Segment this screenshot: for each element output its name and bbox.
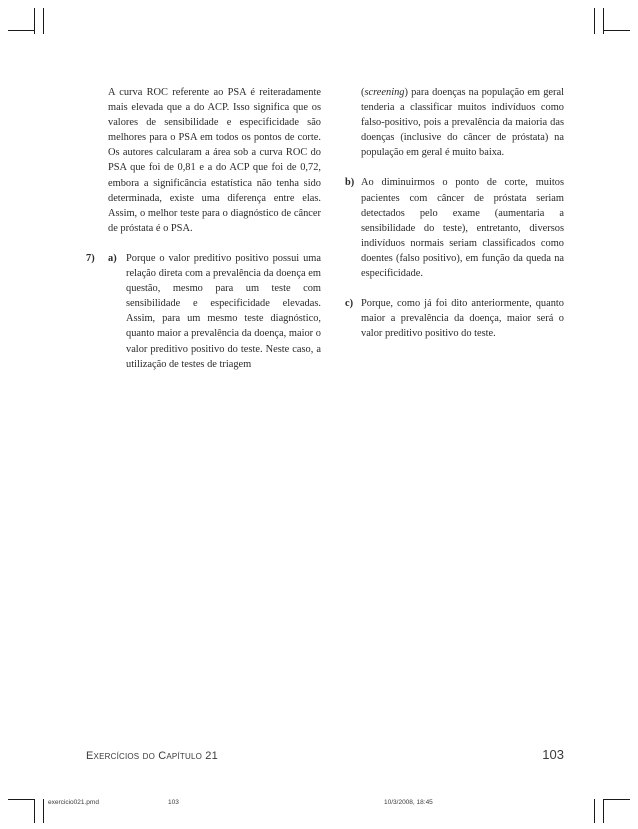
subitem-text: Porque, como já foi dito anteriormente, quanto maior a prevalência da doença, maior será o valor preditivo positivo do teste. [361, 298, 564, 340]
subitem-label: b) [345, 177, 355, 189]
answer-7 [86, 251, 321, 372]
subitem-label: c) [345, 298, 354, 310]
page-number: 103 [542, 747, 564, 762]
subitem-label: a) [108, 252, 117, 264]
slug-page: 103 [168, 799, 179, 806]
continuation-rest: ) para doenças na população em geral tenderia a classificar muitos indivíduos como falso-positivo, pois a prevalência da maioria das doenças (inclusive do câncer de próstata) na população em geral é muito baixa. [361, 87, 564, 159]
answer-7a [108, 251, 321, 372]
answer-number: 7) [86, 252, 95, 264]
slug-datetime: 10/3/2008, 18:45 [384, 799, 433, 806]
right-column [345, 85, 564, 341]
answer-7b [345, 175, 564, 281]
running-footer-title: Exercícios do Capítulo 21 [86, 750, 218, 762]
answer-7c [345, 296, 564, 341]
continuation-open: ( [361, 87, 365, 98]
intro-paragraph: A curva ROC referente ao PSA é reiteradamente mais elevada que a do ACP. Isso significa que os valores de sensibilidade e especificidade são melhores para o PSA em todos os pontos de corte. Os autores calcularam a área sob a curva ROC do PSA que foi de 0,81 e a do ACP que foi de 0,72, embora a significância estatística não tenha sido determinada, existe uma diferença entre elas. Assim, o melhor teste para o diagnóstico de câncer de próstata é o PSA. [108, 87, 321, 234]
subitem-text: Porque o valor preditivo positivo possui uma relação direta com a prevalência da doença em questão, mesmo para um teste com sensibilidade e especificidade elevadas. Assim, para um mesmo teste diagnóstico, quanto maior a prevalência da doença, maior o valor preditivo positivo do teste. Neste caso, a utilização de testes de triagem [126, 252, 321, 370]
continuation-italic: screening [364, 87, 405, 98]
left-column [86, 85, 321, 372]
answer-7a-continuation [345, 85, 564, 160]
subitem-text: Ao diminuirmos o ponto de corte, muitos pacientes com câncer de próstata seriam detectados pelo exame (aumentaria a sensibilidade do teste), entretanto, diversos indivíduos normais seriam classificados como doentes (falso positivo), em função da queda na especificidade. [361, 177, 564, 280]
slug-filename: exercicio021.pmd [48, 799, 99, 806]
continuation-text [361, 85, 564, 160]
